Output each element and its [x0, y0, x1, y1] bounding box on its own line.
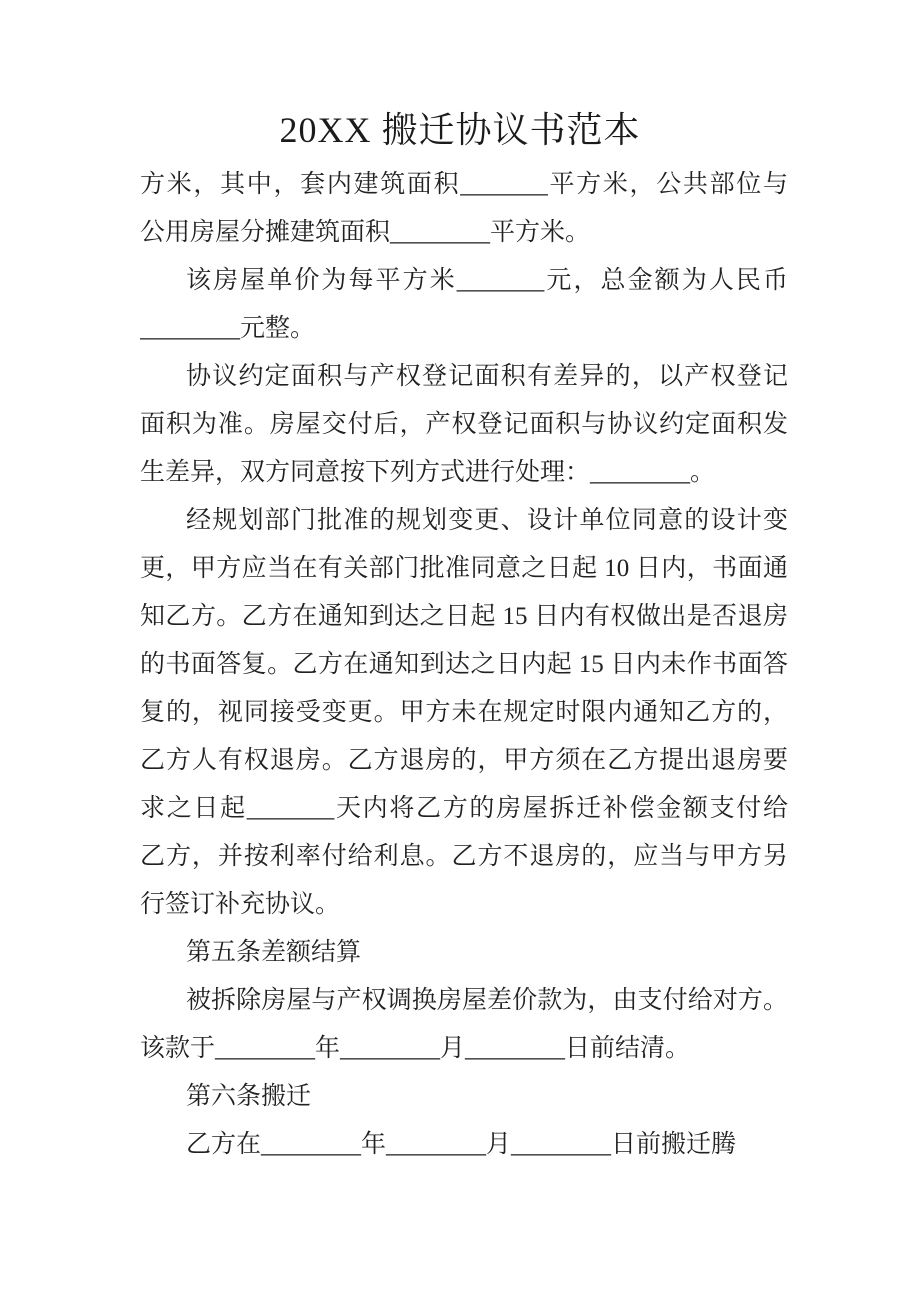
body-line: 乙方人有权退房。乙方退房的，甲方须在乙方提出退房要 — [140, 747, 788, 774]
section-heading-line: 第五条差额结算 — [186, 939, 362, 966]
body-line: 更，甲方应当在有关部门批准同意之日起 10 日内，书面通 — [140, 555, 788, 582]
body-line: 复的，视同接受变更。甲方未在规定时限内通知乙方的， — [140, 699, 788, 726]
body-line: 行签订补充协议。 — [140, 891, 341, 918]
document-body — [140, 161, 788, 1169]
body-line: 乙方，并按利率付给利息。乙方不退房的，应当与甲方另 — [140, 843, 788, 870]
body-line: 被拆除房屋与产权调换房屋差价款为，由支付给对方。 — [186, 987, 788, 1014]
body-line: 该款于________年________月________日前结清。 — [140, 1035, 691, 1062]
body-line: 该房屋单价为每平方米_______元，总金额为人民币 — [186, 267, 788, 294]
document-title: 20XX 搬迁协议书范本 — [279, 110, 641, 150]
body-line: 经规划部门批准的规划变更、设计单位同意的设计变 — [186, 507, 788, 534]
body-line: 面积为准。房屋交付后，产权登记面积与协议约定面积发 — [140, 411, 788, 438]
body-line: 公用房屋分摊建筑面积________平方米。 — [140, 219, 591, 246]
body-line: 乙方在________年________月________日前搬迁腾 — [186, 1131, 737, 1158]
section-heading-line: 第六条搬迁 — [186, 1083, 312, 1110]
body-line: 协议约定面积与产权登记面积有差异的，以产权登记 — [186, 363, 788, 390]
body-line: 知乙方。乙方在通知到达之日起 15 日内有权做出是否退房 — [140, 603, 788, 630]
body-line: 生差异，双方同意按下列方式进行处理：________。 — [140, 459, 716, 486]
body-line: ________元整。 — [140, 315, 316, 342]
body-line: 求之日起_______天内将乙方的房屋拆迁补偿金额支付给 — [140, 795, 788, 822]
body-line: 方米，其中，套内建筑面积_______平方米，公共部位与 — [140, 171, 788, 198]
body-line: 的书面答复。乙方在通知到达之日内起 15 日内未作书面答 — [140, 651, 788, 678]
